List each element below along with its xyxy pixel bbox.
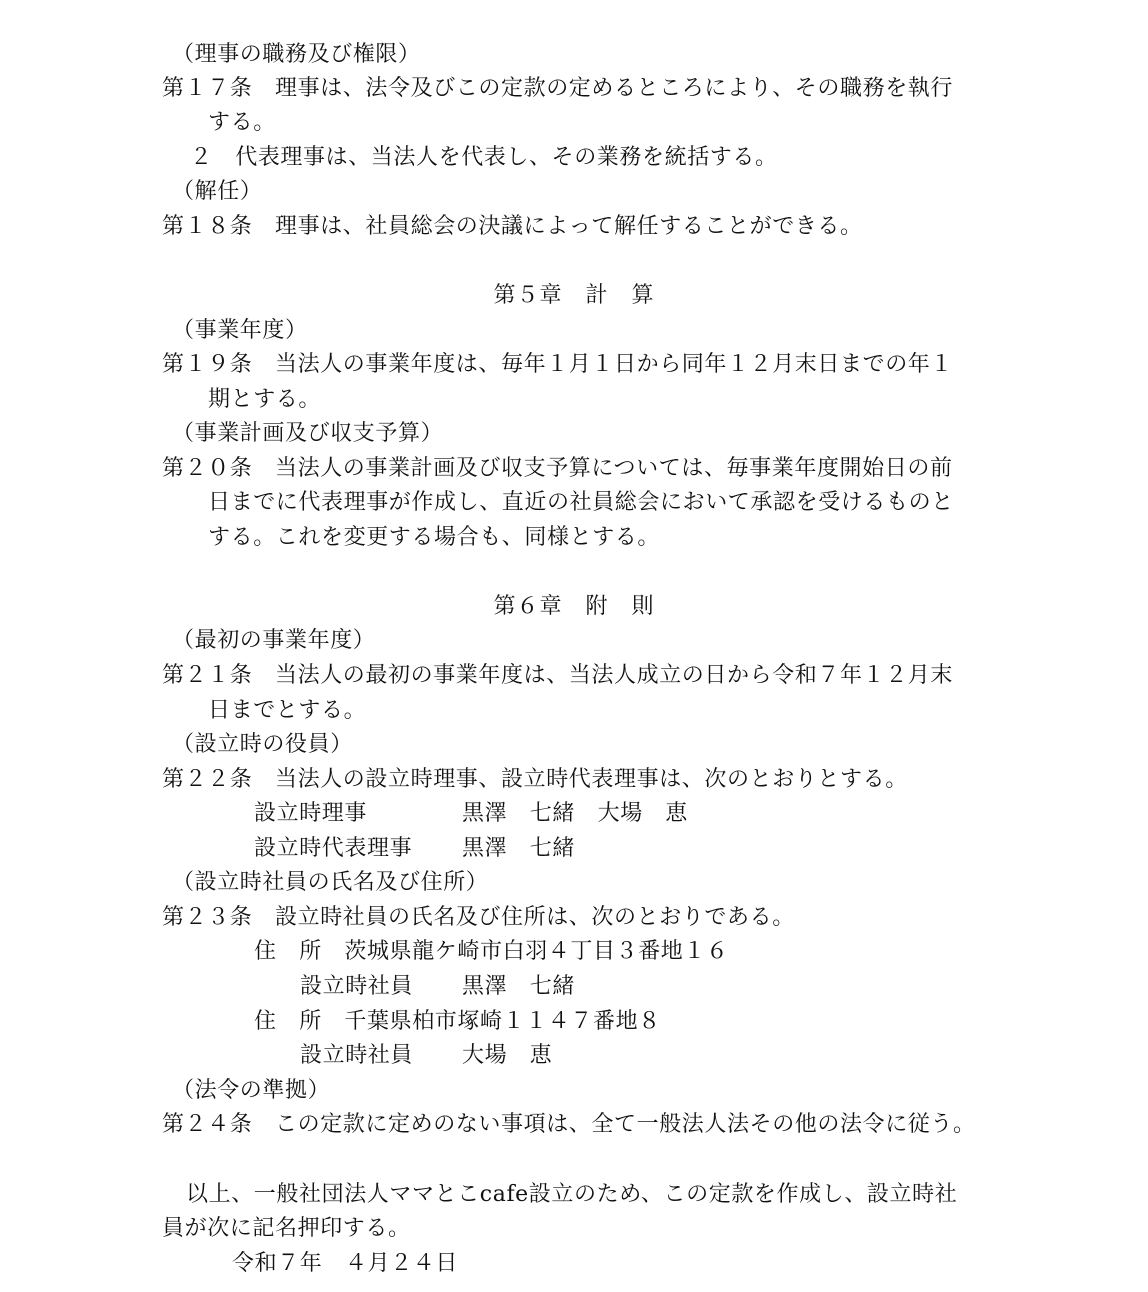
article-heading: （法令の準拠） — [172, 1078, 331, 1103]
officer-names: 黒澤 七緒 大場 恵 — [462, 801, 689, 826]
article-heading: （事業計画及び収支予算） — [172, 421, 444, 446]
member-address: 住 所 千葉県柏市塚崎１１４７番地８ — [254, 1009, 661, 1034]
member-name: 大場 恵 — [462, 1043, 553, 1068]
article-text: 日までとする。 — [208, 698, 367, 723]
officer-names: 黒澤 七緒 — [462, 836, 576, 861]
article-text: 第２４条 この定款に定めのない事項は、全て一般法人法その他の法令に従う。 — [162, 1112, 976, 1137]
chapter-heading: 第５章 計 算 — [493, 283, 655, 308]
member-name: 黒澤 七緒 — [462, 974, 576, 999]
article-text: する。 — [208, 110, 276, 135]
article-heading: （設立時社員の氏名及び住所） — [172, 870, 489, 895]
article-text: 第１９条 当法人の事業年度は、毎年１月１日から同年１２月末日までの年１ — [162, 352, 954, 377]
article-heading: （理事の職務及び権限） — [172, 42, 421, 67]
member-label: 設立時社員 — [300, 974, 414, 999]
article-text: 第２０条 当法人の事業計画及び収支予算については、毎事業年度開始日の前 — [162, 456, 953, 481]
signing-date: 令和７年 ４月２４日 — [232, 1251, 459, 1276]
article-text: 第２１条 当法人の最初の事業年度は、当法人成立の日から令和７年１２月末 — [162, 663, 954, 688]
article-heading: （最初の事業年度） — [172, 628, 376, 653]
closing-text: 以上、一般社団法人ママとこcafe設立のため、この定款を作成し、設立時社 — [186, 1182, 958, 1207]
article-text: 第２２条 当法人の設立時理事、設立時代表理事は、次のとおりとする。 — [162, 767, 908, 792]
member-label: 設立時社員 — [300, 1043, 414, 1068]
article-heading: （設立時の役員） — [172, 732, 353, 757]
chapter-heading: 第６章 附 則 — [493, 594, 655, 619]
article-heading: （解任） — [172, 179, 263, 204]
officer-role: 設立時代表理事 — [254, 836, 413, 861]
article-text: 期とする。 — [208, 387, 322, 412]
article-text: 第２３条 設立時社員の氏名及び住所は、次のとおりである。 — [162, 905, 795, 930]
article-text: 第１７条 理事は、法令及びこの定款の定めるところにより、その職務を執行 — [162, 76, 954, 101]
article-text: する。これを変更する場合も、同様とする。 — [208, 525, 661, 550]
article-text: ２ 代表理事は、当法人を代表し、その業務を統括する。 — [190, 145, 778, 170]
article-heading: （事業年度） — [172, 318, 308, 343]
officer-role: 設立時理事 — [254, 801, 368, 826]
article-text: 第１８条 理事は、社員総会の決議によって解任することができる。 — [162, 214, 863, 239]
closing-text: 員が次に記名押印する。 — [162, 1216, 411, 1241]
member-address: 住 所 茨城県龍ケ崎市白羽４丁目３番地１６ — [254, 939, 729, 964]
article-text: 日までに代表理事が作成し、直近の社員総会において承認を受けるものと — [208, 490, 954, 515]
